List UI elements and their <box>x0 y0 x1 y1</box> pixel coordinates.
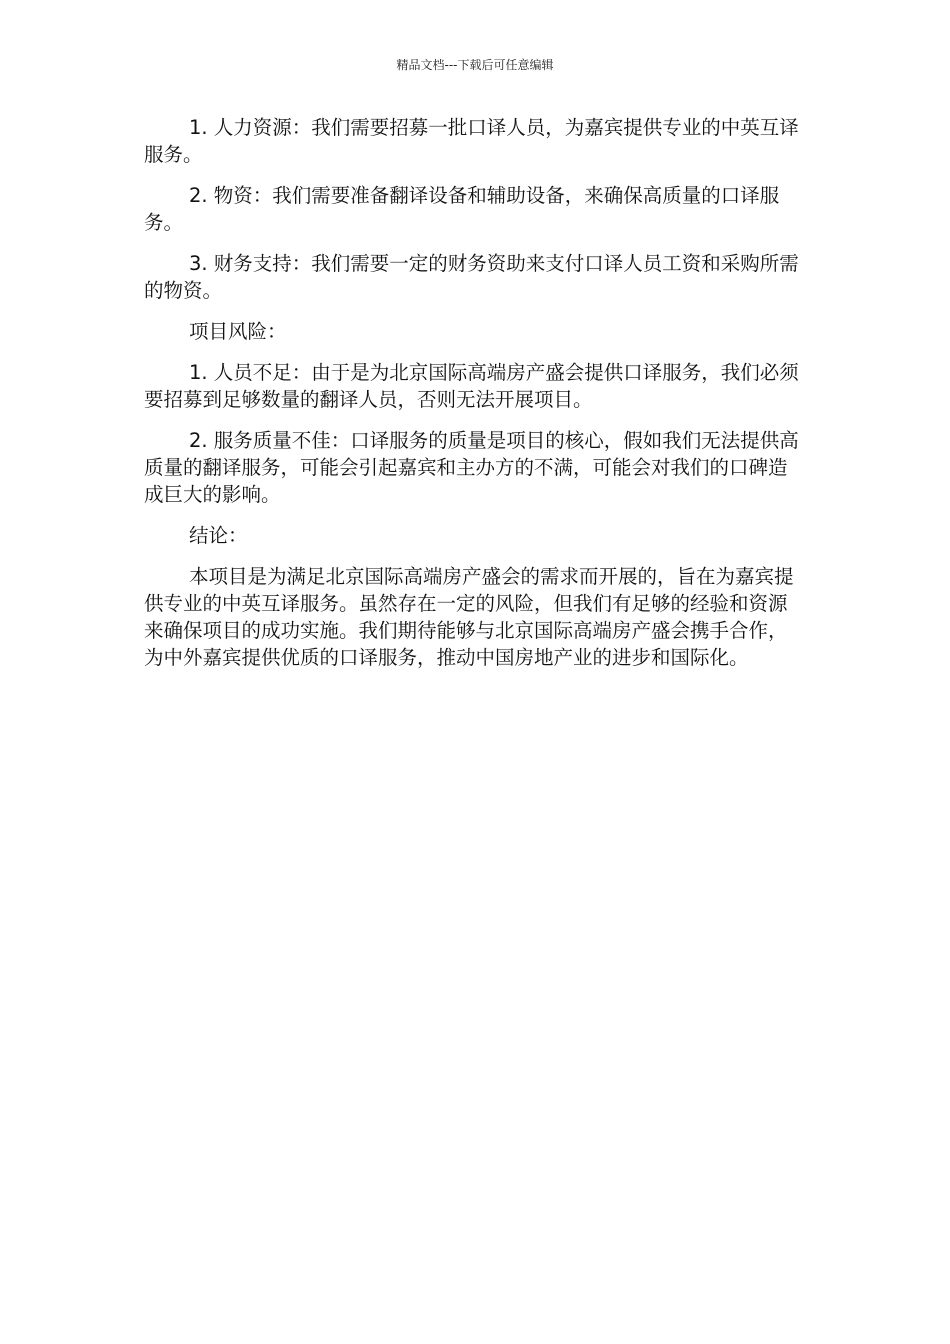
heading-project-risks: 项目风险： <box>189 320 287 343</box>
paragraph-risk-quality: 2. 服务质量不佳：口译服务的质量是项目的核心，假如我们无法提供高质量的翻译服务，可能会引起嘉宾和主办方的不满，可能会对我们的口碑造成巨大的影响。 <box>144 429 799 506</box>
paragraph-resources-finance: 3. 财务支持：我们需要一定的财务资助来支付口译人员工资和采购所需的物资。 <box>144 252 799 302</box>
heading-conclusion: 结论： <box>189 524 248 547</box>
paragraph-resources-human: 1. 人力资源：我们需要招募一批口译人员，为嘉宾提供专业的中英互译服务。 <box>144 116 799 166</box>
page-header: 精品文档---下载后可任意编辑 <box>396 58 554 72</box>
paragraph-risk-staffing: 1. 人员不足：由于是为北京国际高端房产盛会提供口译服务，我们必须要招募到足够数量的翻译人员，否则无法开展项目。 <box>144 361 799 411</box>
document-body <box>144 114 806 685</box>
paragraph-conclusion: 本项目是为满足北京国际高端房产盛会的需求而开展的，旨在为嘉宾提供专业的中英互译服务。虽然存在一定的风险，但我们有足够的经验和资源来确保项目的成功实施。我们期待能够与北京国际高端房产盛会携手合作，为中外嘉宾提供优质的口译服务，推动中国房地产业的进步和国际化。 <box>144 565 794 669</box>
paragraph-resources-materials: 2. 物资：我们需要准备翻译设备和辅助设备，来确保高质量的口译服务。 <box>144 184 780 234</box>
